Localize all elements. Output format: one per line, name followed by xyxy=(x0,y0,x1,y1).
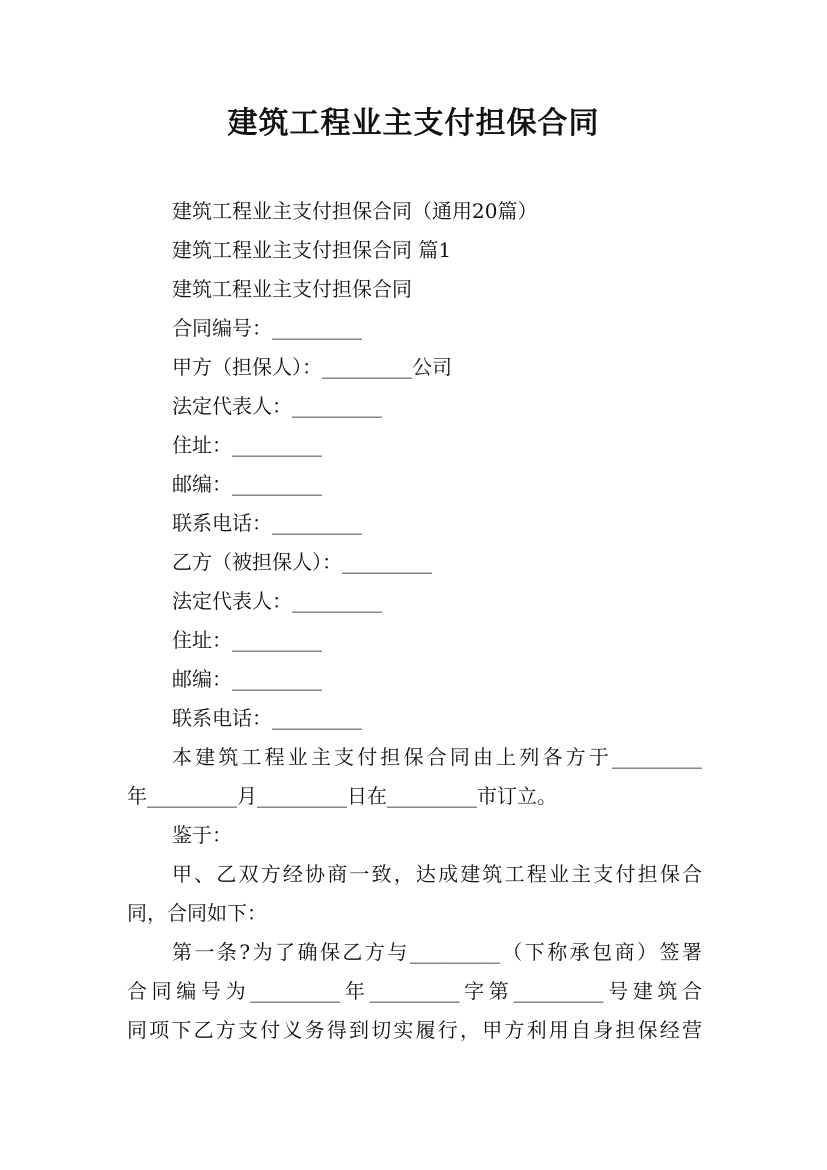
text-line: 邮编：_________ xyxy=(172,667,322,691)
text-line: 年_________月_________日在_________市订立。 xyxy=(127,784,557,808)
text-line: 邮编：_________ xyxy=(172,472,322,496)
text-line: 建筑工程业主支付担保合同（通用20篇） xyxy=(172,199,538,223)
text-line: 建筑工程业主支付担保合同 xyxy=(172,277,412,301)
text-line: 同，合同如下： xyxy=(127,901,267,925)
text-line: 联系电话：_________ xyxy=(172,706,362,730)
text-line: 合同编号为_________年_________字第_________号建筑合 xyxy=(127,979,702,1003)
text-line: 联系电话：_________ xyxy=(172,511,362,535)
text-line: 甲方（担保人）：_________公司 xyxy=(172,355,452,379)
text-line: 合同编号：_________ xyxy=(172,316,362,340)
text-line: 住址：_________ xyxy=(172,628,322,652)
document-title: 建筑工程业主支付担保合同 xyxy=(227,106,600,141)
text-line: 甲、乙双方经协商一致，达成建筑工程业主支付担保合 xyxy=(172,862,702,886)
text-line: 乙方（被担保人）：_________ xyxy=(172,550,432,574)
text-line: 本建筑工程业主支付担保合同由上列各方于_________ xyxy=(172,745,702,769)
text-line: 法定代表人：_________ xyxy=(172,589,382,613)
text-line: 住址：_________ xyxy=(172,433,322,457)
text-line: 第一条?为了确保乙方与_________（下称承包商）签署 xyxy=(172,940,702,964)
document-body xyxy=(127,192,702,1050)
text-line: 同项下乙方支付义务得到切实履行，甲方利用自身担保经营 xyxy=(127,1018,702,1042)
text-line: 建筑工程业主支付担保合同 篇1 xyxy=(172,238,452,262)
text-line: 法定代表人：_________ xyxy=(172,394,382,418)
text-line: 鉴于： xyxy=(172,823,232,847)
